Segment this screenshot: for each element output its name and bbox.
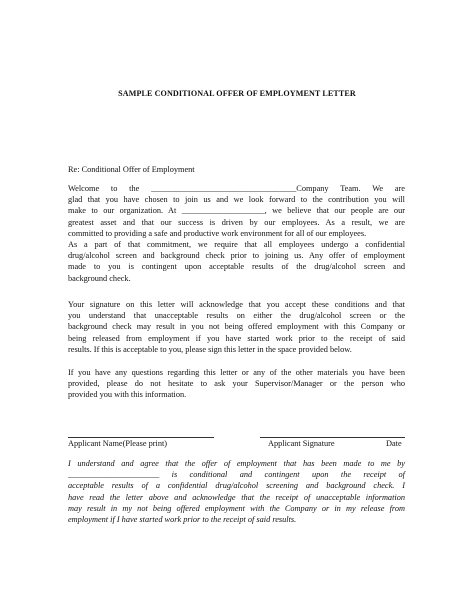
paragraph-questions bbox=[68, 367, 405, 401]
paragraph-line: committed to providing a safe and productive work environment for all of our employees. bbox=[68, 228, 367, 238]
applicant-signature-label: Applicant Signature bbox=[268, 439, 335, 448]
applicant-name-label: Applicant Name(Please print) bbox=[68, 439, 168, 448]
paragraph-line: made to you is contingent upon acceptable results of the drug/alcohol screen and bbox=[68, 262, 405, 272]
paragraph-line: provided you with this information. bbox=[68, 390, 187, 400]
applicant-signature-line[interactable] bbox=[260, 437, 405, 438]
paragraph-commitment bbox=[68, 239, 405, 284]
paragraph-line: provided, please do not hesitate to ask your Supervisor/Manager or the person who bbox=[68, 379, 405, 389]
paragraph-line: make to our organization. At ____________________, we believe that our people are our bbox=[68, 206, 405, 216]
paragraph-line: If you have any questions regarding this letter or any of the other materials you have been bbox=[68, 368, 405, 377]
re-line: Re: Conditional Offer of Employment bbox=[68, 165, 195, 174]
paragraph-line: As a part of that commitment, we require that all employees undergo a confidential bbox=[68, 240, 405, 249]
acknowledgement-line: I understand and agree that the offer of employment that has been made to me by bbox=[68, 459, 405, 468]
acknowledgement-paragraph bbox=[68, 458, 405, 525]
paragraph-line: being released from employment if you have started work prior to the receipt of said bbox=[68, 333, 405, 343]
acknowledgement-line: employment if I have started work prior to the receipt of said results. bbox=[68, 515, 297, 525]
applicant-name-line[interactable] bbox=[68, 437, 214, 438]
letter-title: SAMPLE CONDITIONAL OFFER OF EMPLOYMENT LETTER bbox=[118, 89, 356, 98]
paragraph-line: drug/alcohol screen and background check prior to joining us. Any offer of employment bbox=[68, 251, 405, 261]
paragraph-signature-terms bbox=[68, 299, 405, 355]
paragraph-line: background check. bbox=[68, 273, 131, 283]
paragraph-line: results. If this is acceptable to you, please sign this letter in the space provided below. bbox=[68, 344, 352, 354]
acknowledgement-line: may result in my not being offered employment with the Company or in my release from bbox=[68, 503, 405, 513]
acknowledgement-line: acceptable results of a confidential drug/alcohol screening and background check. I bbox=[68, 481, 405, 491]
acknowledgement-line: have read the letter above and acknowledge that the receipt of unacceptable information bbox=[68, 492, 405, 502]
paragraph-line: glad that you have chosen to join us and we look forward to the contribution you will bbox=[68, 195, 405, 205]
paragraph-line: greatest asset and that our success is driven by our employees. As a result, we are bbox=[68, 217, 405, 227]
paragraph-line: background check may result in you not being offered employment with this Company or bbox=[68, 322, 405, 332]
paragraph-line: Welcome to the ___________________________________Company Team. We are bbox=[68, 184, 405, 193]
paragraph-line: Your signature on this letter will acknowledge that you accept these conditions and that bbox=[68, 300, 405, 309]
paragraph-line: you understand that unacceptable results on either the drug/alcohol screen or the bbox=[68, 311, 405, 321]
date-label: Date bbox=[386, 439, 402, 448]
paragraph-welcome bbox=[68, 183, 405, 239]
acknowledgement-line: ______________________ is conditional and contingent upon the receipt of bbox=[68, 470, 405, 480]
